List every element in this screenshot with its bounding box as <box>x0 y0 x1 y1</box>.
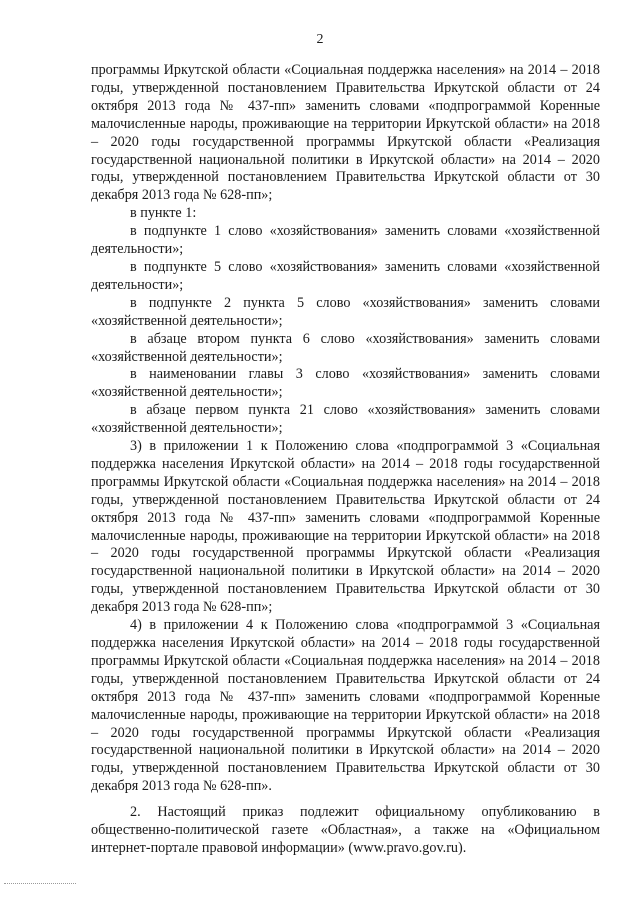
paragraph-subpoint-5: в подпункте 5 слово «хозяйствования» заменить словами «хозяйственной деятельности»; <box>91 258 600 293</box>
paragraph-chapter-3: в наименовании главы 3 слово «хозяйствования» заменить словами «хозяйственной деятельности»; <box>91 366 600 401</box>
document-body <box>91 62 600 858</box>
paragraph-item-3: 3) в приложении 1 к Положению слова «подпрограммой 3 «Социальная поддержка населения Иркутской области» на 2014 – 2018 годы государственной программы Иркутской области «Социальная поддержка населения» на 2014 – 2018 годы, утвержденной постановлением Правительства Иркутской области от 24 октября 2013 года № 437-пп» заменить словами «подпрограммой Коренные малочисленные народы, проживающие на территории Иркутской области» на 2018 – 2020 годы государственной программы Иркутской области «Реализация государственной национальной политики в Иркутской области» на 2014 – 2020 годы, утвержденной постановлением Правительства Иркутской области от 30 декабря 2013 года № 628-пп»; <box>91 438 600 616</box>
paragraph-subpoint-2-point-5: в подпункте 2 пункта 5 слово «хозяйствования» заменить словами «хозяйственной деятельности»; <box>91 294 600 329</box>
paragraph-subpoint-1: в подпункте 1 слово «хозяйствования» заменить словами «хозяйственной деятельности»; <box>91 223 600 258</box>
paragraph-point-1-heading: в пункте 1: <box>130 205 197 222</box>
paragraph-continuation: программы Иркутской области «Социальная поддержка населения» на 2014 – 2018 годы, утвержденной постановлением Правительства Иркутской области от 24 октября 2013 года № 437-пп» заменить словами «подпрограммой Коренные малочисленные народы, проживающие на территории Иркутской области» на 2018 – 2020 годы государственной программы Иркутской области «Реализация государственной национальной политики в Иркутской области» на 2014 – 2020 годы, утвержденной постановлением Правительства Иркутской области от 30 декабря 2013 года № 628-пп»; <box>91 62 600 204</box>
paragraph-item-4: 4) в приложении 4 к Положению слова «подпрограммой 3 «Социальная поддержка населения Иркутской области» на 2014 – 2018 годы государственной программы Иркутской области «Социальная поддержка населения» на 2014 – 2018 годы, утвержденной постановлением Правительства Иркутской области от 24 октября 2013 года № 437-пп» заменить словами «подпрограммой Коренные малочисленные народы, проживающие на территории Иркутской области» на 2018 – 2020 годы государственной программы Иркутской области «Реализация государственной национальной политики в Иркутской области» на 2014 – 2020 годы, утвержденной постановлением Правительства Иркутской области от 30 декабря 2013 года № 628-пп». <box>91 617 600 795</box>
page-number: 2 <box>316 32 324 47</box>
paragraph-section-2: 2. Настоящий приказ подлежит официальному опубликованию в общественно-политической газете «Областная», а также на «Официальном интернет-портале правовой информации» (www.pravo.gov.ru). <box>91 804 600 856</box>
footer-dotted-line <box>4 883 76 884</box>
paragraph-point-21: в абзаце первом пункта 21 слово «хозяйствования» заменить словами «хозяйственной деятельности»; <box>91 402 600 437</box>
paragraph-point-6: в абзаце втором пункта 6 слово «хозяйствования» заменить словами «хозяйственной деятельности»; <box>91 330 600 365</box>
